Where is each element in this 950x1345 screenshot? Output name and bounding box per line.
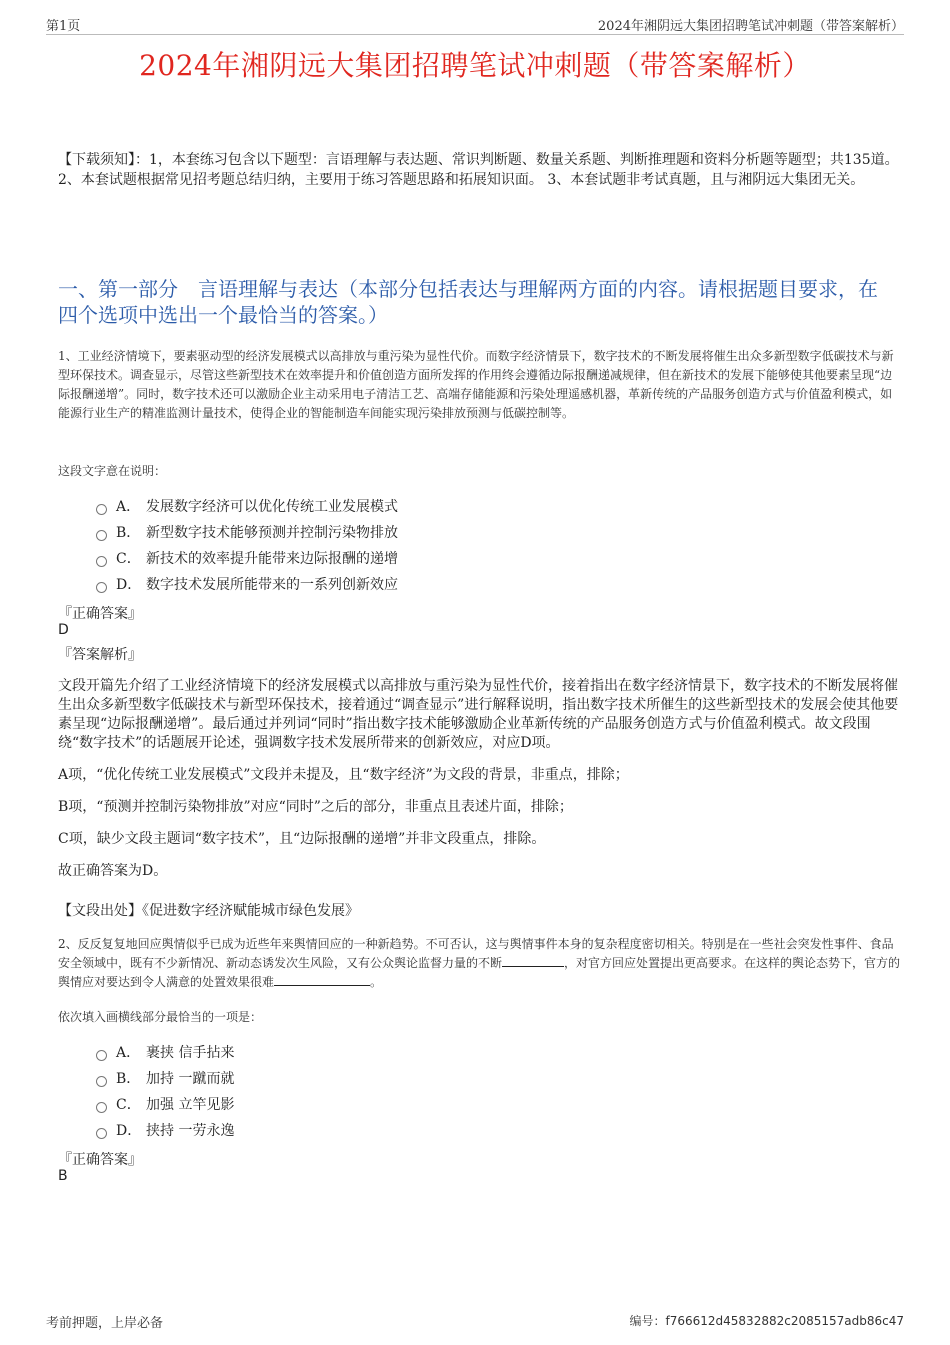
question-2-option-d[interactable]: D． 挟持 一劳永逸 (96, 1117, 234, 1143)
radio-icon[interactable] (96, 556, 107, 567)
radio-icon[interactable] (96, 1050, 107, 1061)
fill-blank-1[interactable] (502, 954, 564, 967)
document-title: 2024年湘阴远大集团招聘笔试冲刺题（带答案解析） (139, 49, 811, 82)
analysis-paragraph: 文段开篇先介绍了工业经济情境下的经济发展模式以高排放与重污染为显性代价，接着指出在数字经济情景下，数字技术的不断发展将催生出众多新型数字低碳技术与新型环保技术，接着通过“调查显示”进行解释说明，指出数字技术所催生的这些新型技术的发展会使其他要素呈现“边际报酬递增”。最后通过并列词“同时”指出数字技术能够激励企业革新传统的产品服务创造方式与价值盈利模式。故文段围绕“数字技术”的话题展开论述，强调数字技术发展所带来的创新效应，对应D项。 (58, 678, 899, 751)
radio-icon[interactable] (96, 582, 107, 593)
question-1-analysis (58, 677, 900, 894)
radio-icon[interactable] (96, 1128, 107, 1139)
question-2-answer-label: 『正确答案』 (58, 1152, 142, 1168)
question-1-option-c[interactable]: C． 新技术的效率提升能带来边际报酬的递增 (96, 545, 398, 571)
question-1-options (96, 493, 398, 597)
radio-icon[interactable] (96, 1102, 107, 1113)
question-1-prompt: 这段文字意在说明： (58, 464, 167, 478)
radio-icon[interactable] (96, 530, 107, 541)
page-number: 第1页 (46, 19, 81, 34)
footer-slogan: 考前押题，上岸必备 (46, 1316, 164, 1331)
fill-blank-2[interactable] (274, 973, 370, 986)
section-title: 一、第一部分 言语理解与表达（本部分包括表达与理解两方面的内容。请根据题目要求，在四个选项中选出一个最恰当的答案。） (58, 277, 878, 327)
question-2-option-a[interactable]: A． 裹挟 信手拈来 (96, 1039, 234, 1065)
question-2-option-b[interactable]: B． 加持 一蹴而就 (96, 1065, 234, 1091)
question-1-stem: 1、工业经济情境下，要素驱动型的经济发展模式以高排放与重污染为显性代价。而数字经济情景下，数字技术的不断发展将催生出众多新型数字低碳技术与新型环保技术。调查显示，尽管这些新型技术在效率提升和价值创造方面所发挥的作用终会遵循边际报酬递减规律，但在新技术的发展下能够使其他要素呈现“边际报酬递增”。同时，数字技术还可以激励企业主动采用电子清洁工艺、高端存储能源和污染处理遥感机器，革新传统的产品服务创造方式与价值盈利模式，如能源行业生产的精准监测计量技术，使得企业的智能制造车间能实现污染排放预测与低碳控制等。 (58, 349, 894, 420)
analysis-paragraph: C项，缺少文段主题词“数字技术”，且“边际报酬的递增”并非文段重点，排除。 (58, 831, 546, 847)
page-header (46, 14, 904, 35)
radio-icon[interactable] (96, 1076, 107, 1087)
question-1-option-b[interactable]: B． 新型数字技术能够预测并控制污染物排放 (96, 519, 398, 545)
download-notice: 【下载须知】：1，本套练习包含以下题型：言语理解与表达题、常识判断题、数量关系题、判断推理题和资料分析题等题型；共135道。 2、本套试题根据常见招考题总结归纳，主要用于练习答题思路和拓展知识面。 3、本套试题非考试真题，且与湘阴远大集团无关。 (58, 152, 899, 188)
question-2-option-c[interactable]: C． 加强 立竿见影 (96, 1091, 234, 1117)
radio-icon[interactable] (96, 504, 107, 515)
analysis-paragraph: A项，“优化传统工业发展模式”文段并未提及，且“数字经济”为文段的背景，非重点，排除； (58, 767, 629, 783)
question-1-answer-label: 『正确答案』 (58, 606, 142, 622)
question-2-stem: 2、反反复复地回应舆情似乎已成为近些年来舆情回应的一种新趋势。不可否认，这与舆情事件本身的复杂程度密切相关。特别是在一些社会突发性事件、食品安全领域中，既有不少新情况、新动态诱发次生风险，又有公众舆论监督力量的不断 ，对官方回应处置提出更高要求。在这样的舆论态势下，官方的舆情应对要达到令人满意的处置效果很难 。 (58, 937, 901, 989)
analysis-paragraph: B项，“预测并控制污染物排放”对应“同时”之后的部分，非重点且表述片面，排除； (58, 799, 573, 815)
question-1-option-a[interactable]: A． 发展数字经济可以优化传统工业发展模式 (96, 493, 398, 519)
header-doc-title: 2024年湘阴远大集团招聘笔试冲刺题（带答案解析） (597, 19, 904, 34)
question-1-answer: D (58, 622, 69, 638)
question-1-source: 【文段出处】《促进数字经济赋能城市绿色发展》 (58, 903, 359, 919)
footer-serial: 编号：f766612d45832882c2085157adb86c47 (629, 1314, 904, 1328)
question-1-option-d[interactable]: D． 数字技术发展所能带来的一系列创新效应 (96, 571, 398, 597)
question-1-analysis-label: 『答案解析』 (58, 647, 142, 663)
question-2-answer: B (58, 1168, 68, 1184)
question-2-prompt: 依次填入画横线部分最恰当的一项是： (58, 1010, 263, 1024)
question-2-options (96, 1039, 234, 1143)
analysis-paragraph: 故正确答案为D。 (58, 863, 168, 879)
